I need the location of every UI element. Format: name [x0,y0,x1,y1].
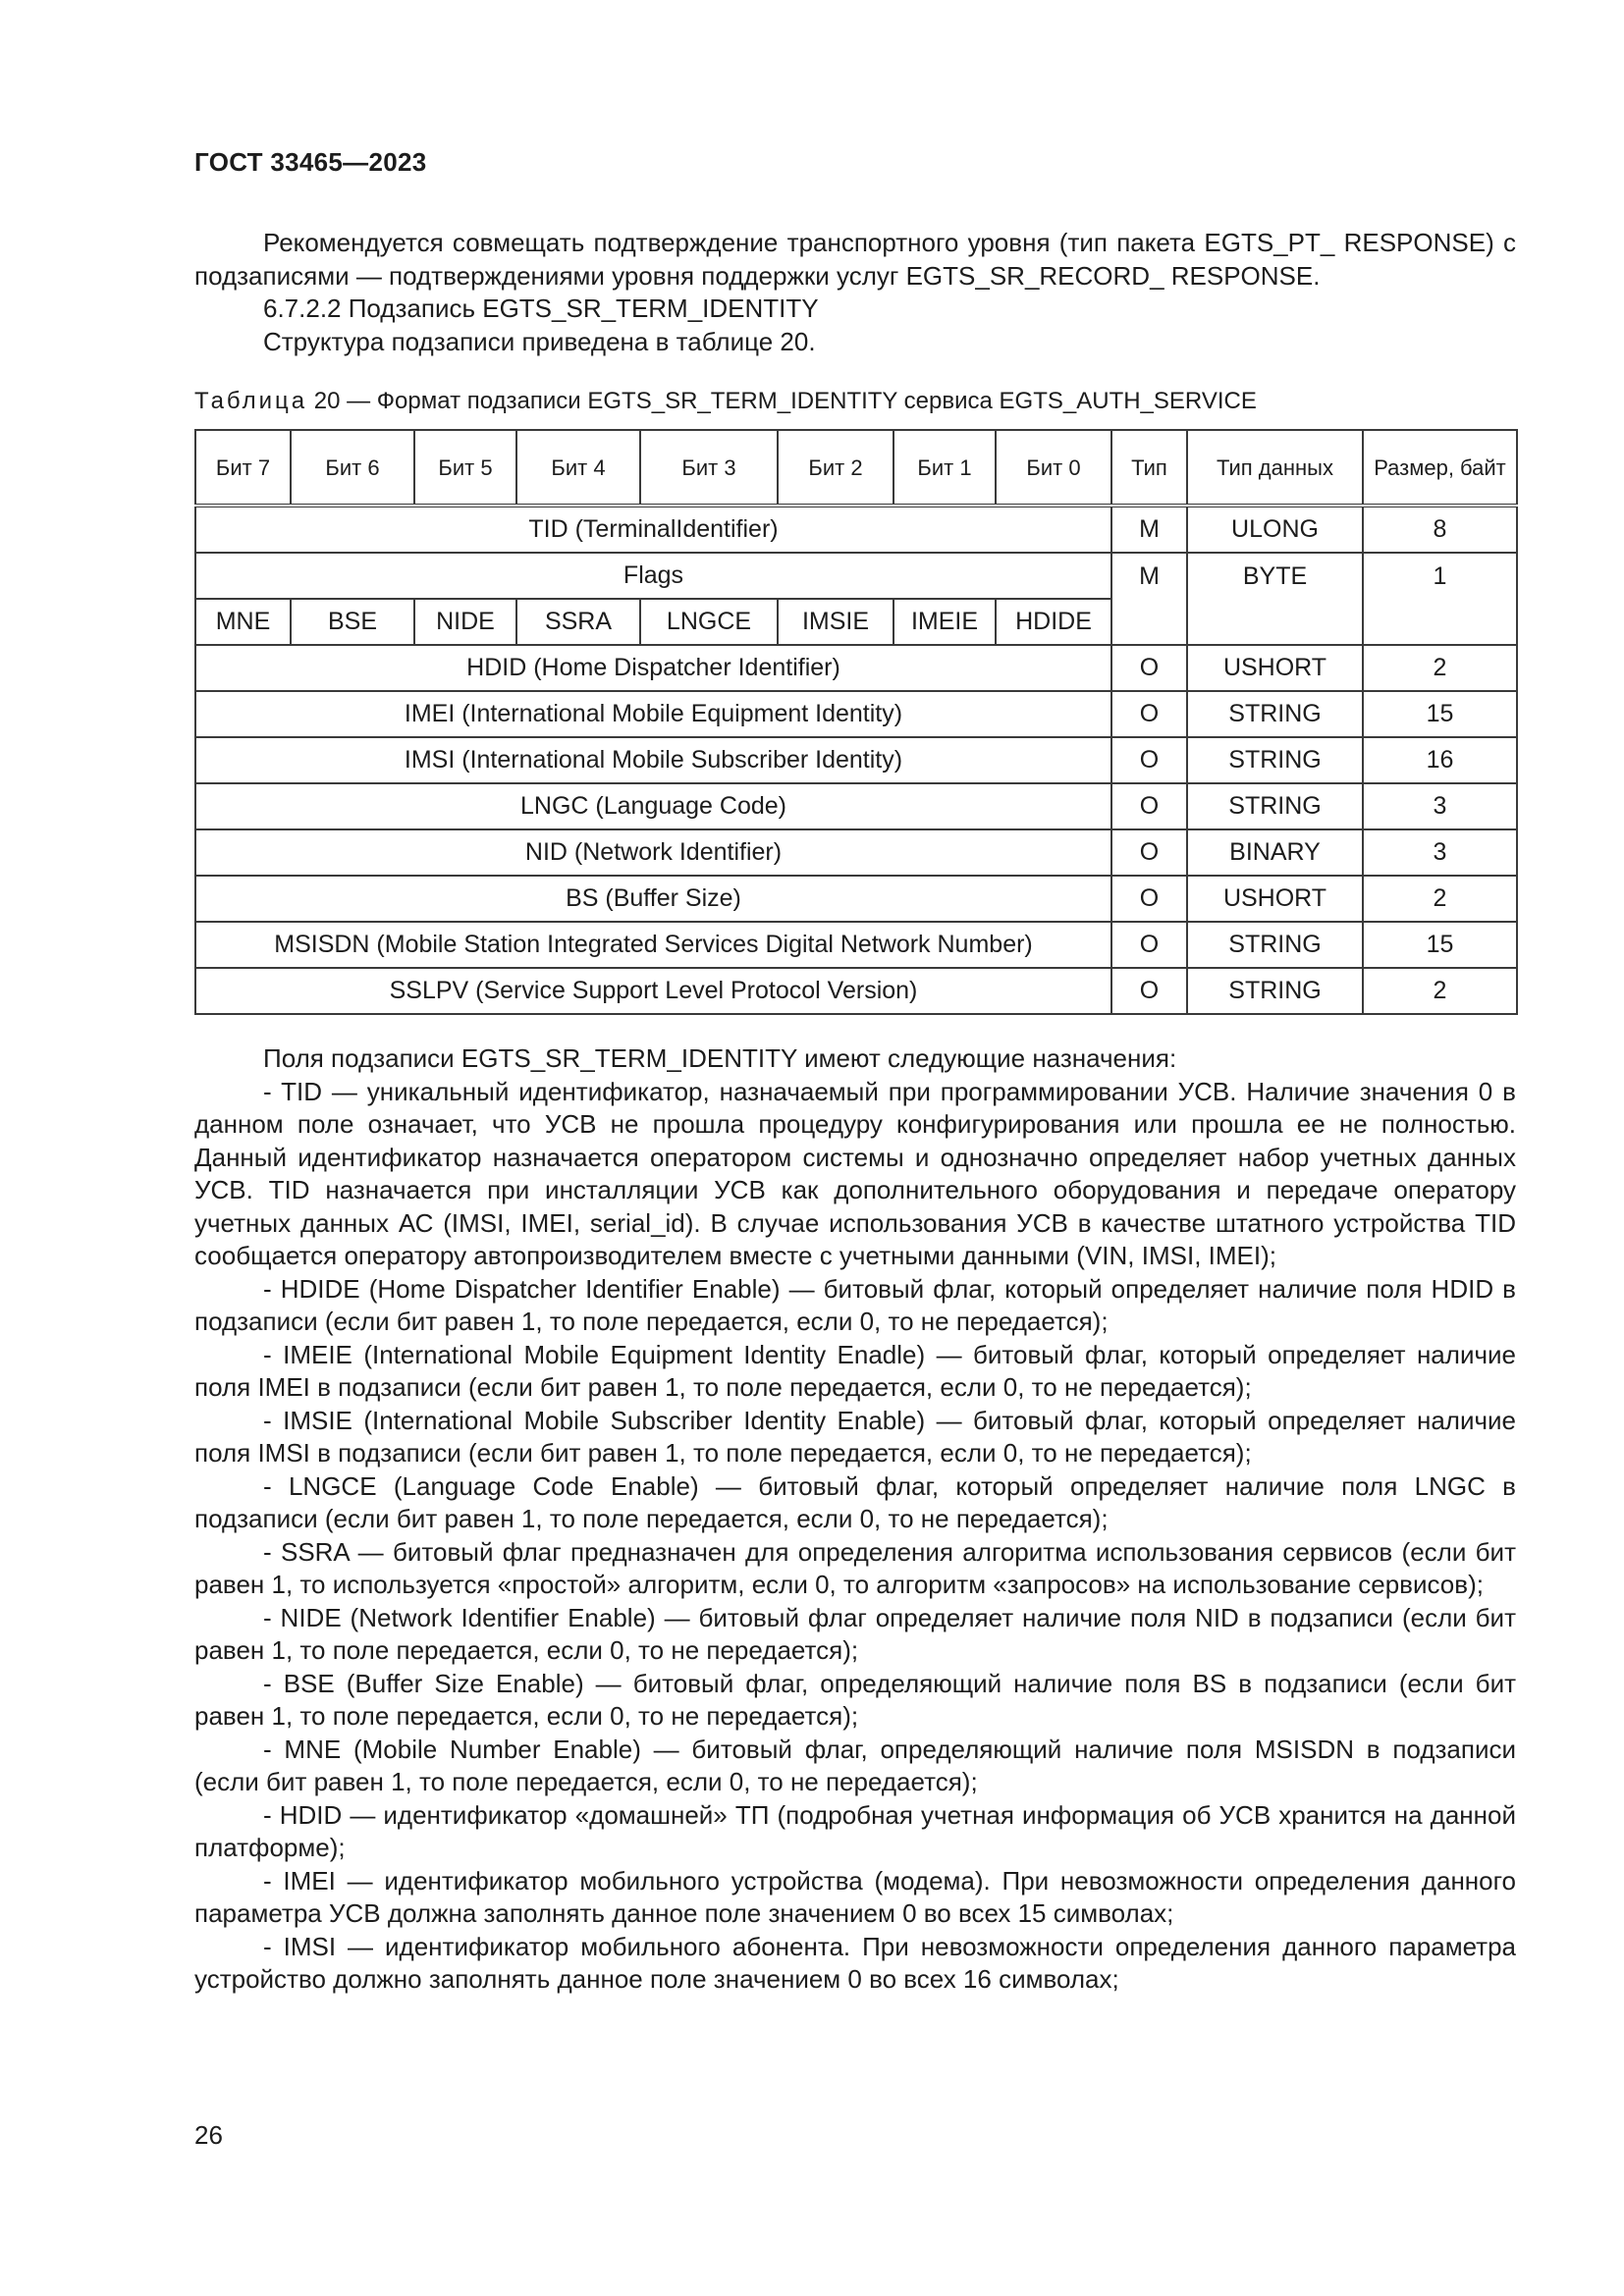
table-row [195,691,1517,737]
header-cell: Размер, байт [1363,430,1517,506]
table-row [195,876,1517,922]
data-type-cell: USHORT [1187,876,1363,922]
intro-paragraph-table-ref: Структура подзаписи приведена в таблице 20. [263,326,816,356]
data-type-cell: STRING [1187,968,1363,1014]
type-cell: O [1111,968,1187,1014]
size-cell: 3 [1363,829,1517,876]
size-cell: 2 [1363,968,1517,1014]
field-name-cell: IMSI (International Mobile Subscriber Identity) [195,737,1111,783]
field-name-cell: MSISDN (Mobile Station Integrated Services Digital Network Number) [195,922,1111,968]
description-item: - TID — уникальный идентификатор, назначаемый при программировании УСВ. Наличие значения 0 в данном поле означает, что УСВ не прошла процедуру конфигурирования или прошла ее не полностью. Данный идентификатор назначается оператором системы и однозначно определяет набор учетных данных УСВ. TID назначается при инсталляции УСВ как дополнительного оборудования и передаче оператору учетных данных АС (IMSI, IMEI, serial_id). В случае использования УСВ в качестве штатного устройства TID сообщается оператору автопроизводителем вместе с учетными данными (VIN, IMSI, IMEI); [194,1076,1516,1270]
flag-bit-cell: BSE [291,599,414,645]
data-type-cell: STRING [1187,922,1363,968]
table-row-flags [195,553,1517,599]
table-row [195,737,1517,783]
description-item: - IMSI — идентификатор мобильного абонента. При невозможности определения данного параметра устройство должно заполнять данное поле значением 0 во всех 16 символах; [194,1931,1516,1994]
data-type-cell: BYTE [1187,553,1363,645]
header-cell: Тип данных [1187,430,1363,506]
field-descriptions [194,1042,1516,1997]
size-cell: 15 [1363,691,1517,737]
description-item: - NIDE (Network Identifier Enable) — битовый флаг определяет наличие поля NID в подзаписи (если бит равен 1, то поле передается, если 0, то не передается); [194,1602,1516,1665]
data-type-cell: ULONG [1187,506,1363,553]
header-cell: Бит 3 [640,430,778,506]
document-header: ГОСТ 33465—2023 [194,147,427,177]
header-cell: Бит 6 [291,430,414,506]
field-name-cell: BS (Buffer Size) [195,876,1111,922]
description-item: - IMEIE (International Mobile Equipment Identity Enadle) — битовый флаг, который определяет наличие поля IMEI в подзаписи (если бит равен 1, то поле передается, если 0, то не передается); [194,1339,1516,1402]
type-cell: O [1111,645,1187,691]
flag-bit-cell: MNE [195,599,291,645]
data-type-cell: BINARY [1187,829,1363,876]
description-item: - LNGCE (Language Code Enable) — битовый флаг, который определяет наличие поля LNGC в подзаписи (если бит равен 1, то поле передается, если 0, то не передается); [194,1470,1516,1533]
header-cell: Бит 2 [778,430,893,506]
size-cell: 2 [1363,645,1517,691]
descriptions-lead: Поля подзаписи EGTS_SR_TERM_IDENTITY имеют следующие назначения: [263,1043,1177,1073]
data-type-cell: STRING [1187,737,1363,783]
type-cell: O [1111,737,1187,783]
field-name-cell: HDID (Home Dispatcher Identifier) [195,645,1111,691]
description-item: - HDID — идентификатор «домашней» ТП (подробная учетная информация об УСВ хранится на данной платформе); [194,1799,1516,1862]
intro-paragraph: Рекомендуется совмещать подтверждение транспортного уровня (тип пакета EGTS_PT_ RESPONSE) с подзаписями — подтверждениями уровня поддержки услуг EGTS_SR_RECORD_ RESPONSE. [194,228,1516,291]
type-cell: O [1111,691,1187,737]
table-row [195,645,1517,691]
size-cell: 15 [1363,922,1517,968]
table-row [195,829,1517,876]
flag-bit-cell: SSRA [516,599,640,645]
field-name-cell: TID (TerminalIdentifier) [195,506,1111,553]
description-item: - MNE (Mobile Number Enable) — битовый флаг, определяющий наличие поля MSISDN в подзаписи (если бит равен 1, то поле передается, если 0, то не передается); [194,1734,1516,1796]
header-cell: Бит 1 [893,430,996,506]
size-cell: 8 [1363,506,1517,553]
type-cell: O [1111,876,1187,922]
field-name-cell: LNGC (Language Code) [195,783,1111,829]
field-name-cell: NID (Network Identifier) [195,829,1111,876]
table-row [195,922,1517,968]
document-page [194,147,1516,1997]
data-type-cell: USHORT [1187,645,1363,691]
table-caption-text: 20 — Формат подзаписи EGTS_SR_TERM_IDENTITY сервиса EGTS_AUTH_SERVICE [307,388,1257,414]
description-item: - SSRA — битовый флаг предназначен для определения алгоритма использования сервисов (если бит равен 1, то используется «простой» алгоритм, если 0, то алгоритм «запросов» на использование сервисов); [194,1536,1516,1599]
data-type-cell: STRING [1187,691,1363,737]
flag-bit-cell: HDIDE [996,599,1111,645]
header-cell: Бит 5 [414,430,516,506]
flag-bit-cell: IMEIE [893,599,996,645]
type-cell: O [1111,783,1187,829]
flag-bit-cell: LNGCE [640,599,778,645]
header-cell: Бит 0 [996,430,1111,506]
table-header-row [195,430,1517,506]
table-row [195,968,1517,1014]
header-cell: Бит 7 [195,430,291,506]
field-name-cell: IMEI (International Mobile Equipment Identity) [195,691,1111,737]
size-cell: 2 [1363,876,1517,922]
header-cell: Бит 4 [516,430,640,506]
field-name-cell: Flags [195,553,1111,599]
table-row [195,783,1517,829]
size-cell: 1 [1363,553,1517,645]
size-cell: 16 [1363,737,1517,783]
table-row [195,506,1517,553]
description-item: - IMEI — идентификатор мобильного устройства (модема). При невозможности определения данного параметра УСВ должна заполнять данное поле значением 0 во всех 15 символах; [194,1865,1516,1928]
header-cell: Тип [1111,430,1187,506]
section-heading: 6.7.2.2 Подзапись EGTS_SR_TERM_IDENTITY [263,294,819,323]
description-item: - BSE (Buffer Size Enable) — битовый флаг, определяющий наличие поля BS в подзаписи (если бит равен 1, то поле передается, если 0, то не передается); [194,1668,1516,1731]
table-caption-label: Таблица [194,388,308,414]
type-cell: M [1111,506,1187,553]
description-item: - HDIDE (Home Dispatcher Identifier Enable) — битовый флаг, который определяет наличие поля HDID в подзаписи (если бит равен 1, то поле передается, если 0, то не передается); [194,1273,1516,1336]
page-number: 26 [194,2120,223,2150]
type-cell: M [1111,553,1187,645]
type-cell: O [1111,922,1187,968]
flag-bit-cell: IMSIE [778,599,893,645]
size-cell: 3 [1363,783,1517,829]
field-name-cell: SSLPV (Service Support Level Protocol Version) [195,968,1111,1014]
description-item: - IMSIE (International Mobile Subscriber Identity Enable) — битовый флаг, который определяет наличие поля IMSI в подзаписи (если бит равен 1, то поле передается, если 0, то не передается); [194,1405,1516,1468]
table-caption [194,388,1516,415]
flag-bit-cell: NIDE [414,599,516,645]
subrecord-format-table [194,429,1518,1015]
type-cell: O [1111,829,1187,876]
data-type-cell: STRING [1187,783,1363,829]
